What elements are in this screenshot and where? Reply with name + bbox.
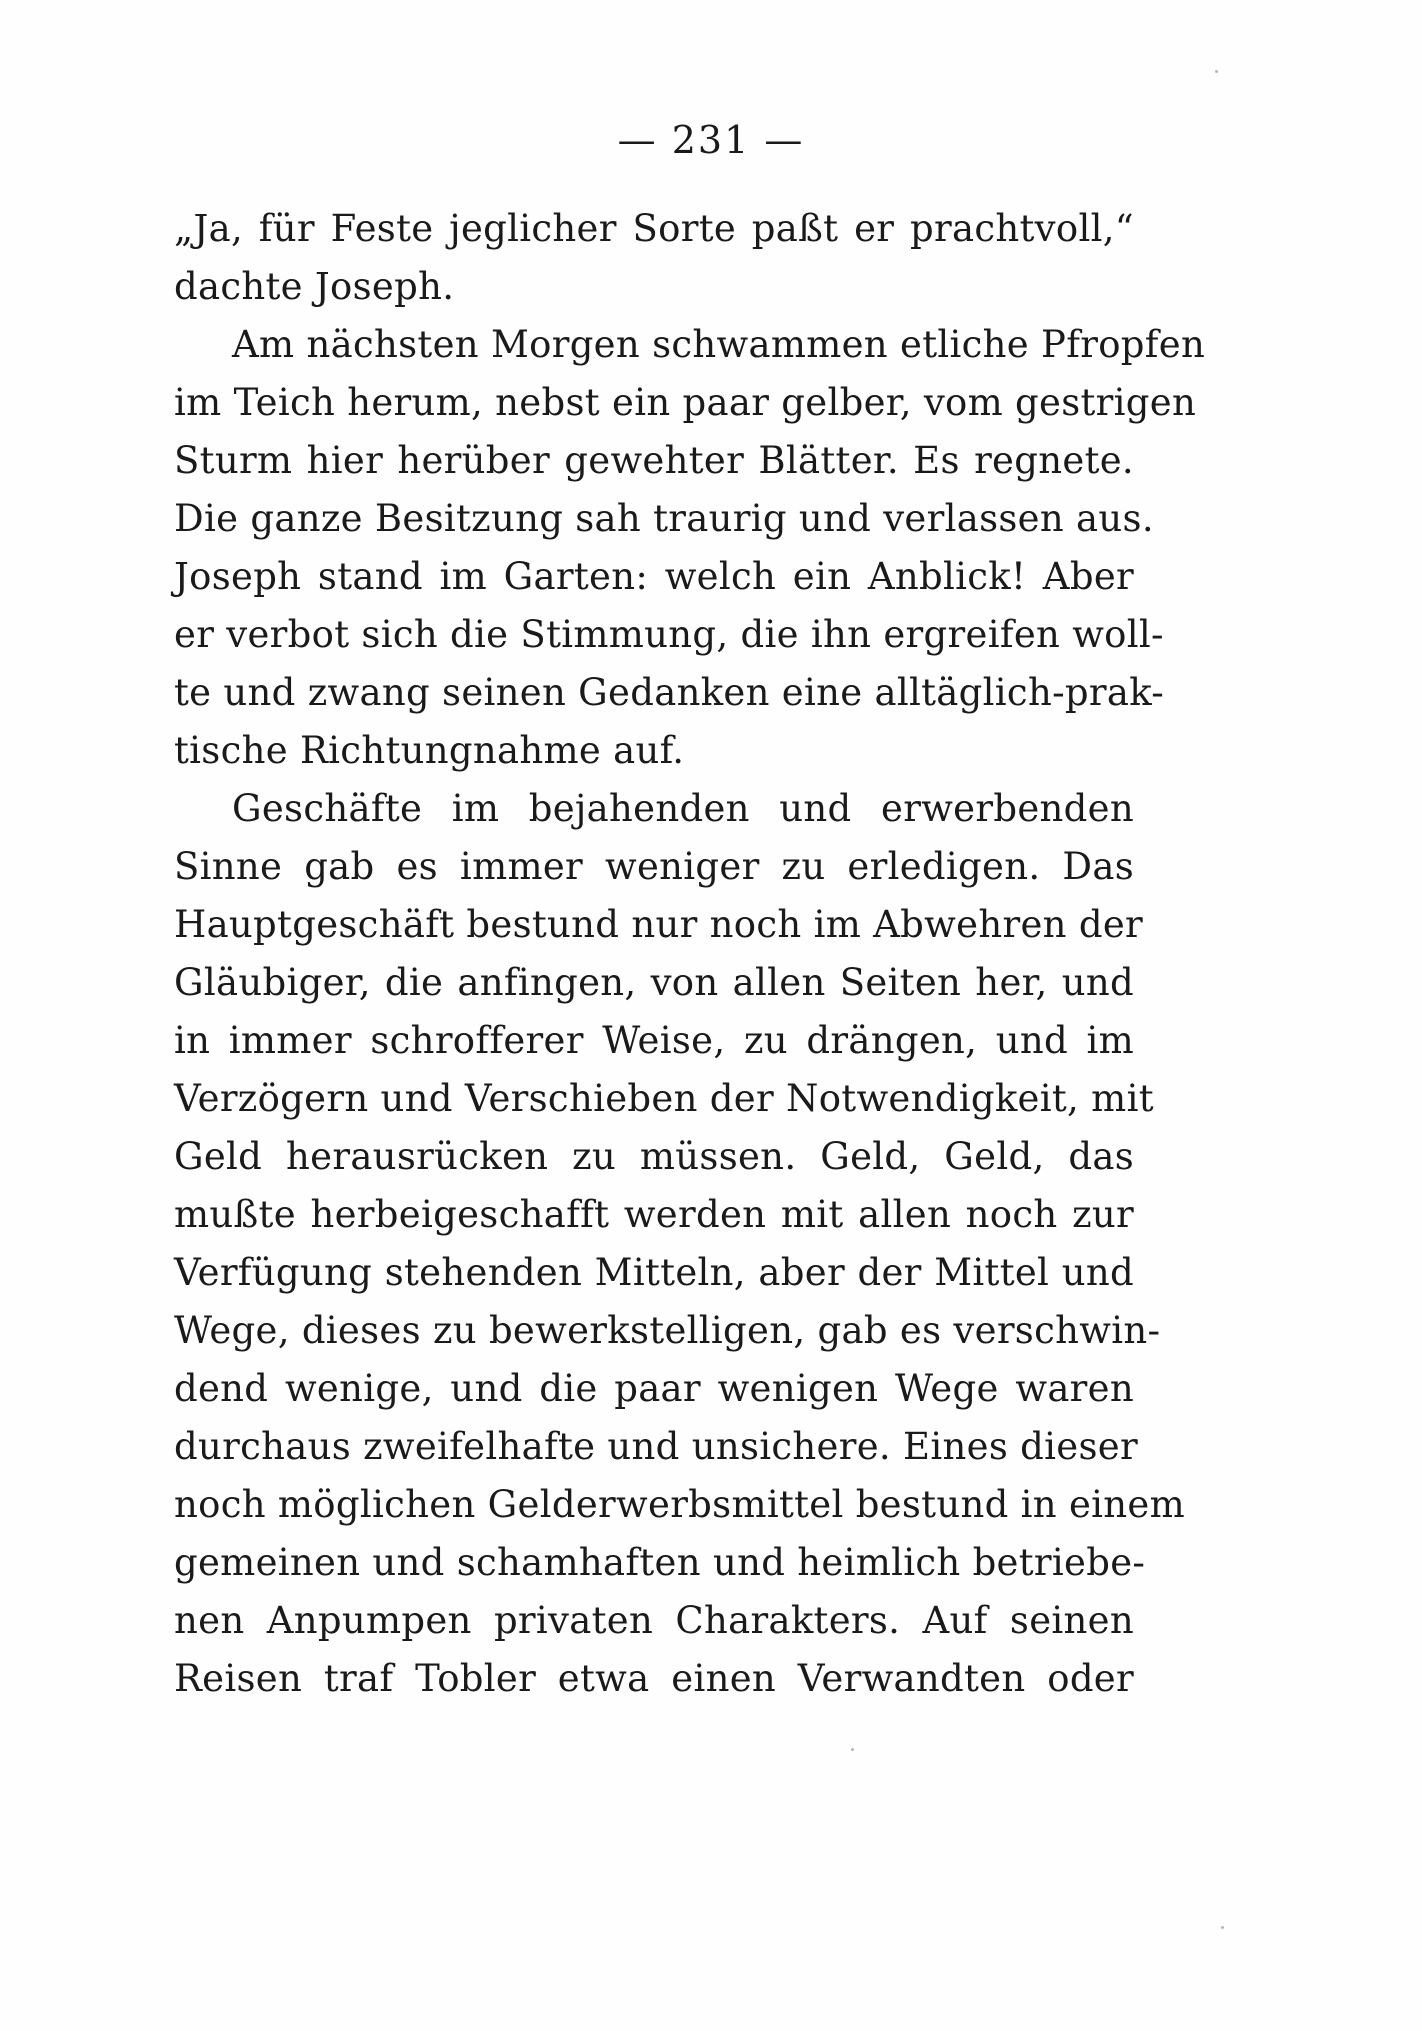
body-text (174, 200, 1206, 1708)
paper-speck (1221, 1926, 1224, 1929)
text-line: Die ganze Besitzung sah traurig und verlassen aus. (174, 497, 1154, 540)
text-line: Sinne gab es immer weniger zu erledigen. Das (174, 845, 1134, 888)
paper-speck (1215, 70, 1218, 73)
text-line: Wege, dieses zu bewerkstelligen, gab es verschwin- (174, 1309, 1161, 1352)
text-line: in immer schrofferer Weise, zu drängen, und im (174, 1019, 1134, 1062)
page-number: — 231 — (617, 118, 805, 162)
text-line: Verzögern und Verschieben der Notwendigkeit, mit (174, 1077, 1154, 1120)
text-line: mußte herbeigeschafft werden mit allen noch zur (174, 1193, 1134, 1236)
text-line: Hauptgeschäft bestund nur noch im Abwehren der (174, 903, 1144, 946)
text-line: „Ja, für Feste jeglicher Sorte paßt er prachtvoll,“ (174, 207, 1134, 250)
text-line: Reisen traf Tobler etwa einen Verwandten oder (174, 1657, 1134, 1700)
text-line: Gläubiger, die anfingen, von allen Seiten her, und (174, 961, 1134, 1004)
text-line: Geld herausrücken zu müssen. Geld, Geld, das (174, 1135, 1134, 1178)
text-line: nen Anpumpen privaten Charakters. Auf seinen (174, 1599, 1134, 1642)
text-line: im Teich herum, nebst ein paar gelber, vom gestrigen (174, 381, 1197, 424)
text-line: Verfügung stehenden Mitteln, aber der Mittel und (174, 1251, 1134, 1294)
text-line: er verbot sich die Stimmung, die ihn ergreifen woll- (174, 613, 1164, 656)
paper-speck (851, 1748, 854, 1751)
text-line: te und zwang seinen Gedanken eine alltäglich-prak- (174, 671, 1165, 714)
text-line: dend wenige, und die paar wenigen Wege waren (174, 1367, 1134, 1410)
text-line: tische Richtungnahme auf. (174, 729, 685, 772)
text-line: Geschäfte im bejahenden und erwerbenden (232, 787, 1134, 830)
text-line: gemeinen und schamhaften und heimlich betriebe- (174, 1541, 1146, 1584)
text-line: Sturm hier herüber gewehter Blätter. Es regnete. (174, 439, 1134, 482)
text-line: dachte Joseph. (174, 265, 455, 308)
text-line: noch möglichen Gelderwerbsmittel bestund in einem (174, 1483, 1186, 1526)
text-line: Am nächsten Morgen schwammen etliche Pfropfen (232, 323, 1206, 366)
text-line: Joseph stand im Garten: welch ein Anblick! Aber (174, 555, 1134, 598)
text-line: durchaus zweifelhafte und unsichere. Eines dieser (174, 1425, 1138, 1468)
